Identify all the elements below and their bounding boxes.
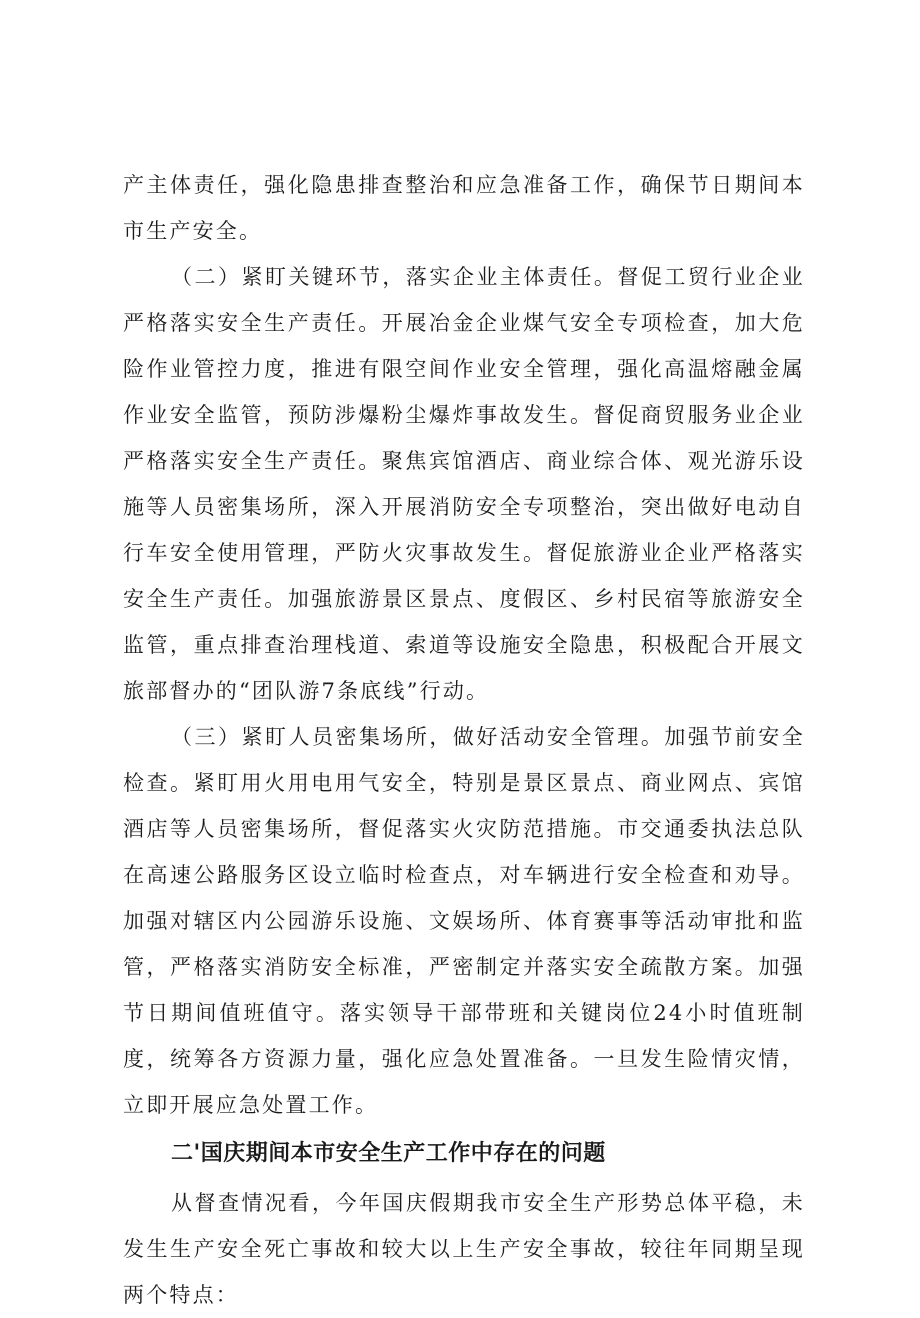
paragraph-inspection-summary: 从督查情况看，今年国庆假期我市安全生产形势总体平稳，未发生生产安全死亡事故和较大以上生产安全事故，较往年同期呈现两个特点： [123,1191,805,1307]
paragraph-crowded-venues: （三）紧盯人员密集场所，做好活动安全管理。加强节前安全检查。紧盯用火用电用气安全，特别是景区景点、商业网点、宾馆酒店等人员密集场所，督促落实火灾防范措施。市交通委执法总队在高速公路服务区设立临时检查点，对车辆进行安全检查和劝导。加强对辖区内公园游乐设施、文娱场所、体育赛事等活动审批和监管，严格落实消防安全标准，严密制定并落实安全疏散方案。加强节日期间值班值守。落实领导干部带班和关键岗位24小时值班制度，统筹各方资源力量，强化应急处置准备。一旦发生险情灾情，立即开展应急处置工作。 [123,725,805,1117]
paragraph-continuation: 产主体责任，强化隐患排查整治和应急准备工作，确保节日期间本市生产安全。 [123,173,805,243]
paragraph-enterprise-responsibility: （二）紧盯关键环节，落实企业主体责任。督促工贸行业企业严格落实安全生产责任。开展冶金企业煤气安全专项检查，加大危险作业管控力度，推进有限空间作业安全管理，强化高温熔融金属作业安全监管，预防涉爆粉尘爆炸事故发生。督促商贸服务业企业严格落实安全生产责任。聚焦宾馆酒店、商业综合体、观光游乐设施等人员密集场所，深入开展消防安全专项整治，突出做好电动自行车安全使用管理，严防火灾事故发生。督促旅游业企业严格落实安全生产责任。加强旅游景区景点、度假区、乡村民宿等旅游安全监管，重点排查治理栈道、索道等设施安全隐患，积极配合开展文旅部督办的“团队游7条底线”行动。 [123,265,805,703]
document-body [123,162,805,1318]
section-heading: 二'国庆期间本市安全生产工作中存在的问题 [171,1141,606,1166]
